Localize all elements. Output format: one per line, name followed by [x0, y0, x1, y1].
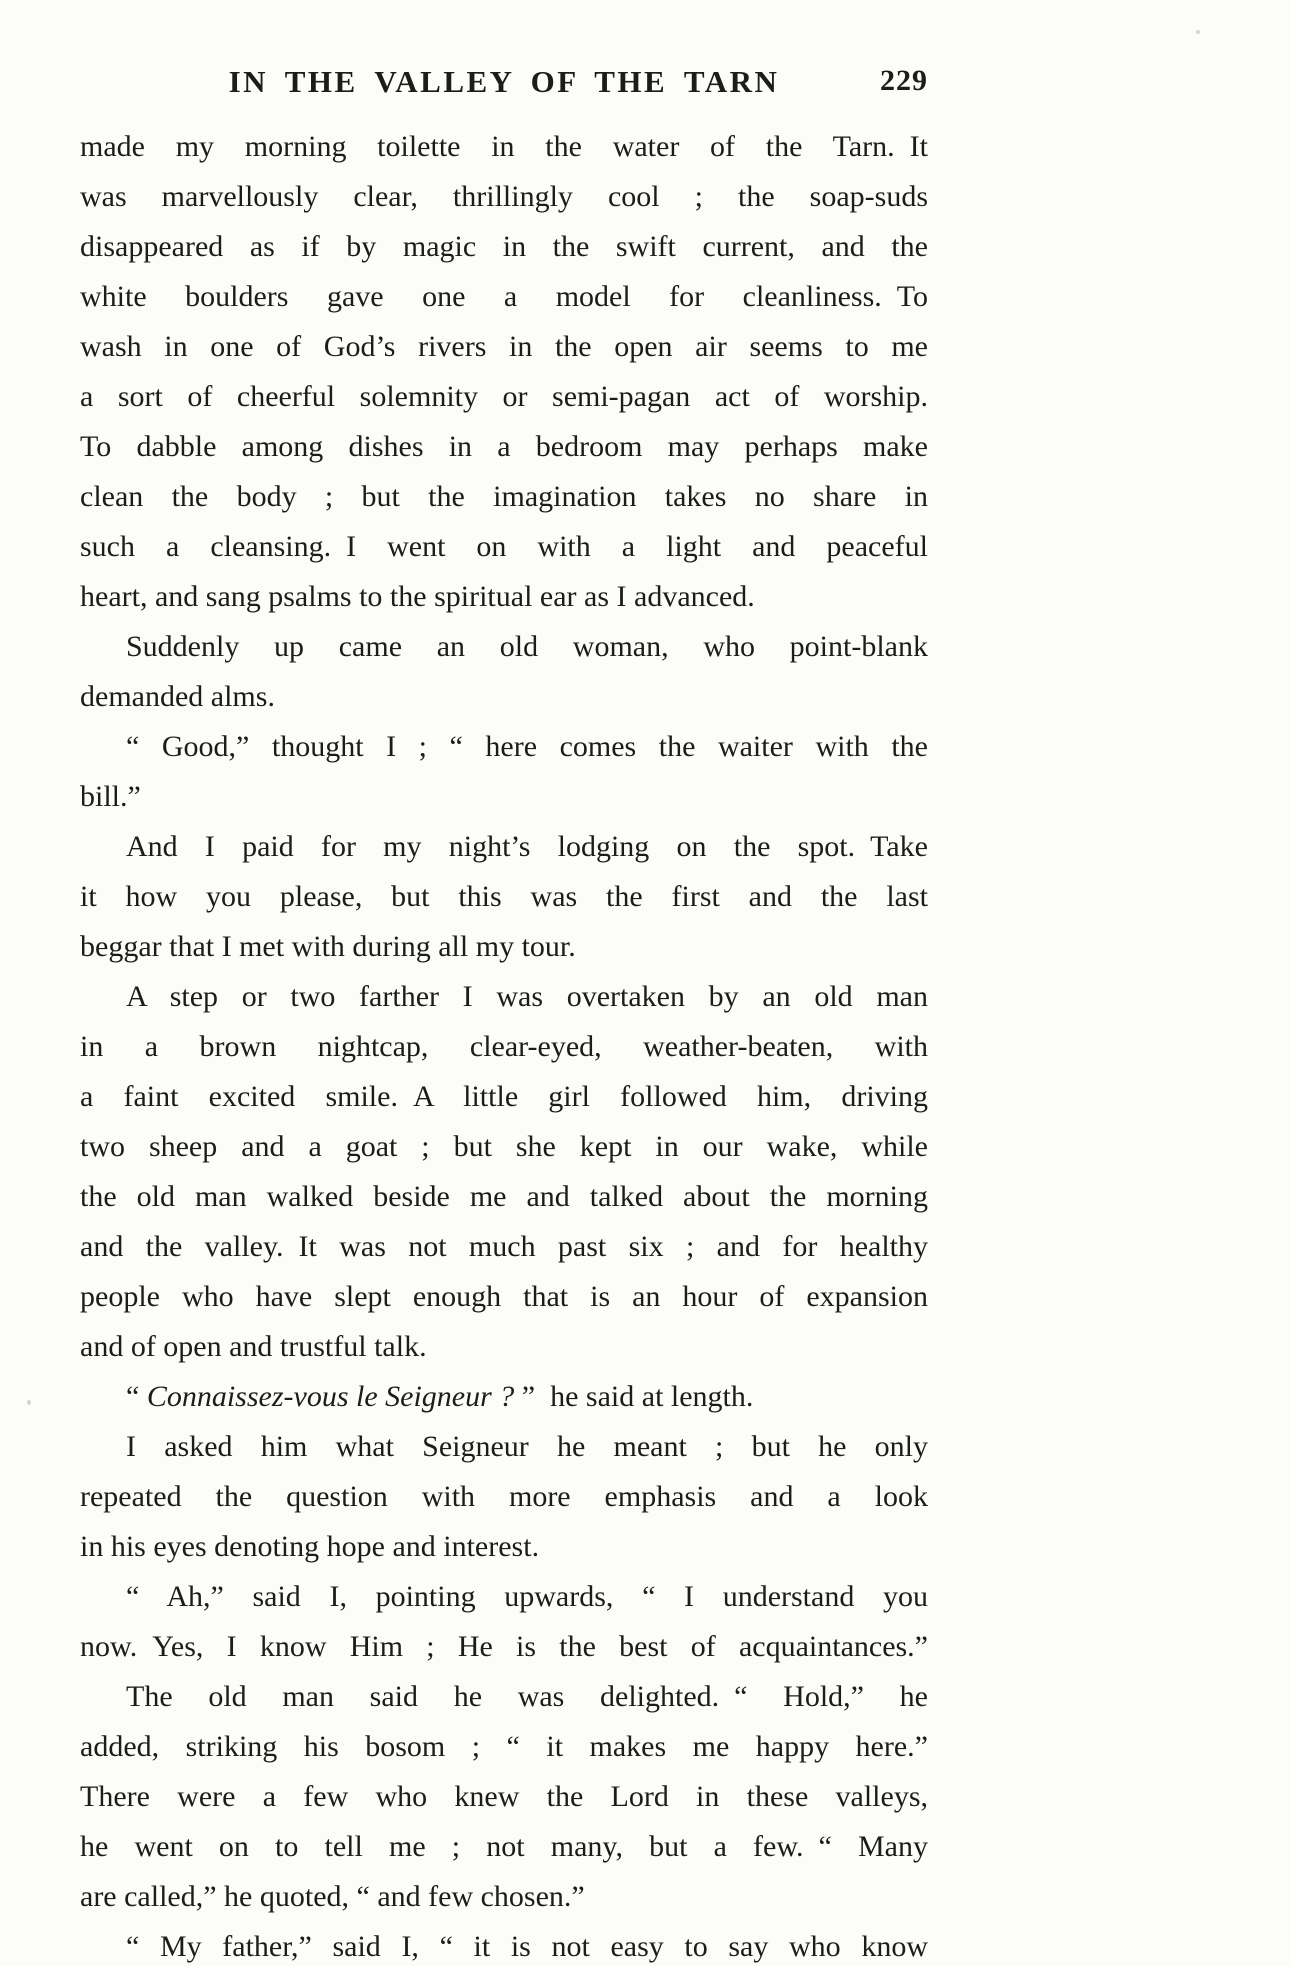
italic-text: Connaissez-vous le Seigneur ? — [146, 1380, 522, 1413]
text-segment: beggar that I met with during all my tour. — [80, 930, 576, 963]
text-segment: and of open and trustful talk. — [80, 1330, 427, 1363]
text-line — [80, 1272, 928, 1322]
text-line — [80, 972, 928, 1022]
text-line — [80, 1722, 928, 1772]
text-line — [80, 522, 928, 572]
text-line — [80, 1072, 928, 1122]
chapter-title: IN THE VALLEY OF THE TARN — [228, 64, 780, 99]
text-line — [80, 572, 928, 622]
text-segment: “ — [126, 1380, 147, 1413]
text-line — [80, 1222, 928, 1272]
text-segment: The old man said he was delighted. “ Hold,” he — [126, 1680, 928, 1713]
page-number: 229 — [880, 64, 928, 97]
text-segment: I asked him what Seigneur he meant ; but he only — [126, 1430, 928, 1463]
text-line — [80, 322, 928, 372]
text-segment: repeated the question with more emphasis and a look — [80, 1480, 928, 1513]
text-line — [80, 1472, 928, 1522]
text-line — [80, 872, 928, 922]
text-segment: ” he said at length. — [521, 1380, 754, 1413]
text-segment: a faint excited smile. A little girl followed him, driving — [80, 1080, 928, 1113]
text-segment: Suddenly up came an old woman, who point-blank — [126, 630, 928, 663]
text-segment: in his eyes denoting hope and interest. — [80, 1530, 540, 1563]
text-segment: now. Yes, I know Him ; He is the best of acquaintances.” — [80, 1630, 928, 1663]
text-line — [80, 122, 928, 172]
text-segment: A step or two farther I was overtaken by an old man — [126, 980, 928, 1013]
text-line — [80, 1422, 928, 1472]
text-line — [80, 1122, 928, 1172]
text-line — [80, 1622, 928, 1672]
text-line — [80, 222, 928, 272]
text-line — [80, 172, 928, 222]
text-segment: made my morning toilette in the water of the Tarn. It — [80, 130, 928, 163]
text-segment: There were a few who knew the Lord in these valleys, — [80, 1780, 928, 1813]
text-line — [80, 1672, 928, 1722]
text-segment: added, striking his bosom ; “ it makes me happy here.” — [80, 1730, 928, 1763]
text-line — [80, 472, 928, 522]
text-segment: are called,” he quoted, “ and few chosen.” — [80, 1880, 585, 1913]
text-segment: “ Good,” thought I ; “ here comes the waiter with the — [126, 730, 928, 763]
text-line — [80, 1772, 928, 1822]
text-line — [80, 1822, 928, 1872]
text-segment: “ My father,” said I, “ it is not easy to say who know — [126, 1930, 928, 1963]
text-segment: a sort of cheerful solemnity or semi-pagan act of worship. — [80, 380, 928, 413]
text-segment: bill.” — [80, 780, 141, 813]
text-segment: wash in one of God’s rivers in the open air seems to me — [80, 330, 928, 363]
text-segment: heart, and sang psalms to the spiritual ear as I advanced. — [80, 580, 755, 613]
text-line — [80, 622, 928, 672]
text-segment: it how you please, but this was the first and the last — [80, 880, 928, 913]
text-line — [80, 1522, 928, 1572]
running-header — [80, 64, 928, 110]
text-line — [80, 1022, 928, 1072]
text-segment: white boulders gave one a model for cleanliness. To — [80, 280, 928, 313]
text-segment: the old man walked beside me and talked about the morning — [80, 1180, 928, 1213]
text-segment: And I paid for my night’s lodging on the spot. Take — [126, 830, 928, 863]
text-line — [80, 1572, 928, 1622]
text-line — [80, 922, 928, 972]
text-segment: “ Ah,” said I, pointing upwards, “ I understand you — [126, 1580, 928, 1613]
text-line — [80, 672, 928, 722]
text-segment: clean the body ; but the imagination takes no share in — [80, 480, 928, 513]
text-line — [80, 722, 928, 772]
text-line — [80, 1872, 928, 1922]
text-segment: two sheep and a goat ; but she kept in our wake, while — [80, 1130, 928, 1163]
text-segment: and the valley. It was not much past six ; and for healthy — [80, 1230, 928, 1263]
text-line — [80, 1322, 928, 1372]
scan-speck — [27, 1400, 31, 1405]
text-segment: was marvellously clear, thrillingly cool ; the soap-suds — [80, 180, 928, 213]
page-body — [80, 122, 928, 1966]
text-line — [80, 1372, 928, 1422]
text-segment: he went on to tell me ; not many, but a few. “ Many — [80, 1830, 928, 1863]
scan-speck — [1196, 30, 1200, 34]
text-column — [80, 64, 928, 1966]
text-segment: in a brown nightcap, clear-eyed, weather-beaten, with — [80, 1030, 928, 1063]
text-line — [80, 272, 928, 322]
text-line — [80, 1172, 928, 1222]
text-segment: people who have slept enough that is an hour of expansion — [80, 1280, 928, 1313]
text-line — [80, 372, 928, 422]
text-segment: To dabble among dishes in a bedroom may perhaps make — [80, 430, 928, 463]
text-line — [80, 422, 928, 472]
text-line — [80, 822, 928, 872]
text-line — [80, 1922, 928, 1966]
text-line — [80, 772, 928, 822]
text-segment: disappeared as if by magic in the swift current, and the — [80, 230, 928, 263]
text-segment: demanded alms. — [80, 680, 275, 713]
text-segment: such a cleansing. I went on with a light and peaceful — [80, 530, 928, 563]
